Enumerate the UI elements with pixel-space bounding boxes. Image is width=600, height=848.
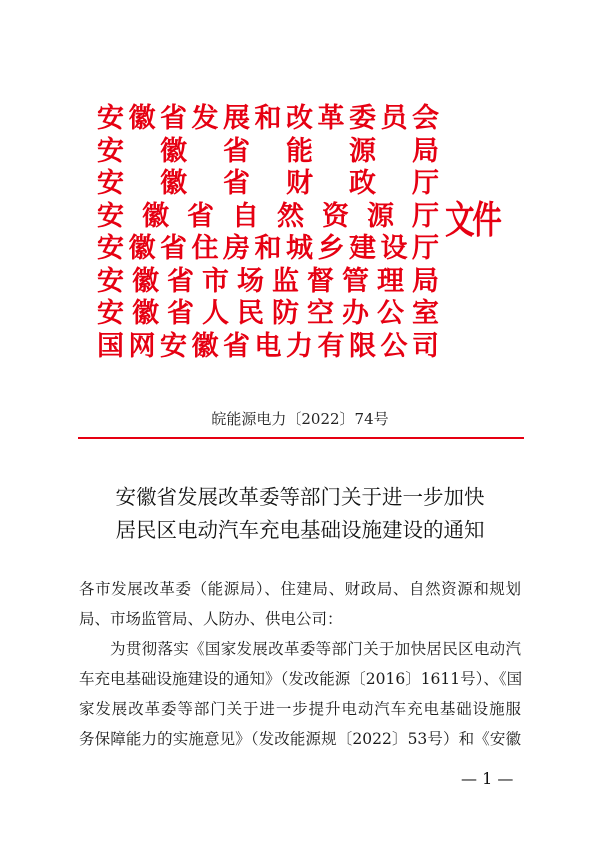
document-type-label: 文件 xyxy=(445,198,500,242)
body-line: 家发展改革委等部门关于进一步提升电动汽车充电基础设施服 xyxy=(79,700,521,718)
issuer-name: 安徽省发展和改革委员会 xyxy=(97,103,439,134)
body-line: 务保障能力的实施意见》（发改能源规〔2022〕53号）和《安徽 xyxy=(79,730,521,748)
header-divider xyxy=(78,437,524,439)
title-line: 居民区电动汽车充电基础设施建设的通知 xyxy=(115,518,485,542)
issuer-name: 安徽省住房和城乡建设厅 xyxy=(97,233,439,264)
page-title xyxy=(0,481,600,547)
issuer-name: 国网安徽省电力有限公司 xyxy=(97,330,439,362)
issuer-name: 安徽省人民防空办公室 xyxy=(97,298,439,329)
title-line: 安徽省发展改革委等部门关于进一步加快 xyxy=(115,485,485,509)
body-line: 为贯彻落实《国家发展改革委等部门关于加快居民区电动汽 xyxy=(110,640,521,658)
document-number: 皖能源电力〔2022〕74号 xyxy=(211,410,389,428)
body-text xyxy=(79,574,521,754)
issuer-name: 安徽省市场监督管理局 xyxy=(97,265,439,297)
body-line: 局、市场监管局、人防办、供电公司： xyxy=(79,610,343,628)
issuer-name: 安徽省财政厅 xyxy=(97,168,439,199)
issuer-list xyxy=(97,103,439,363)
body-line: 车充电基础设施建设的通知》（发改能源〔2016〕1611号）、《国 xyxy=(79,670,523,688)
issuer-name: 安徽省自然资源厅 xyxy=(97,200,439,232)
body-line: 各市发展改革委（能源局）、住建局、财政局、自然资源和规划 xyxy=(79,580,521,598)
page-number: — 1 — xyxy=(461,769,514,788)
issuer-name: 安徽省能源局 xyxy=(97,135,439,167)
